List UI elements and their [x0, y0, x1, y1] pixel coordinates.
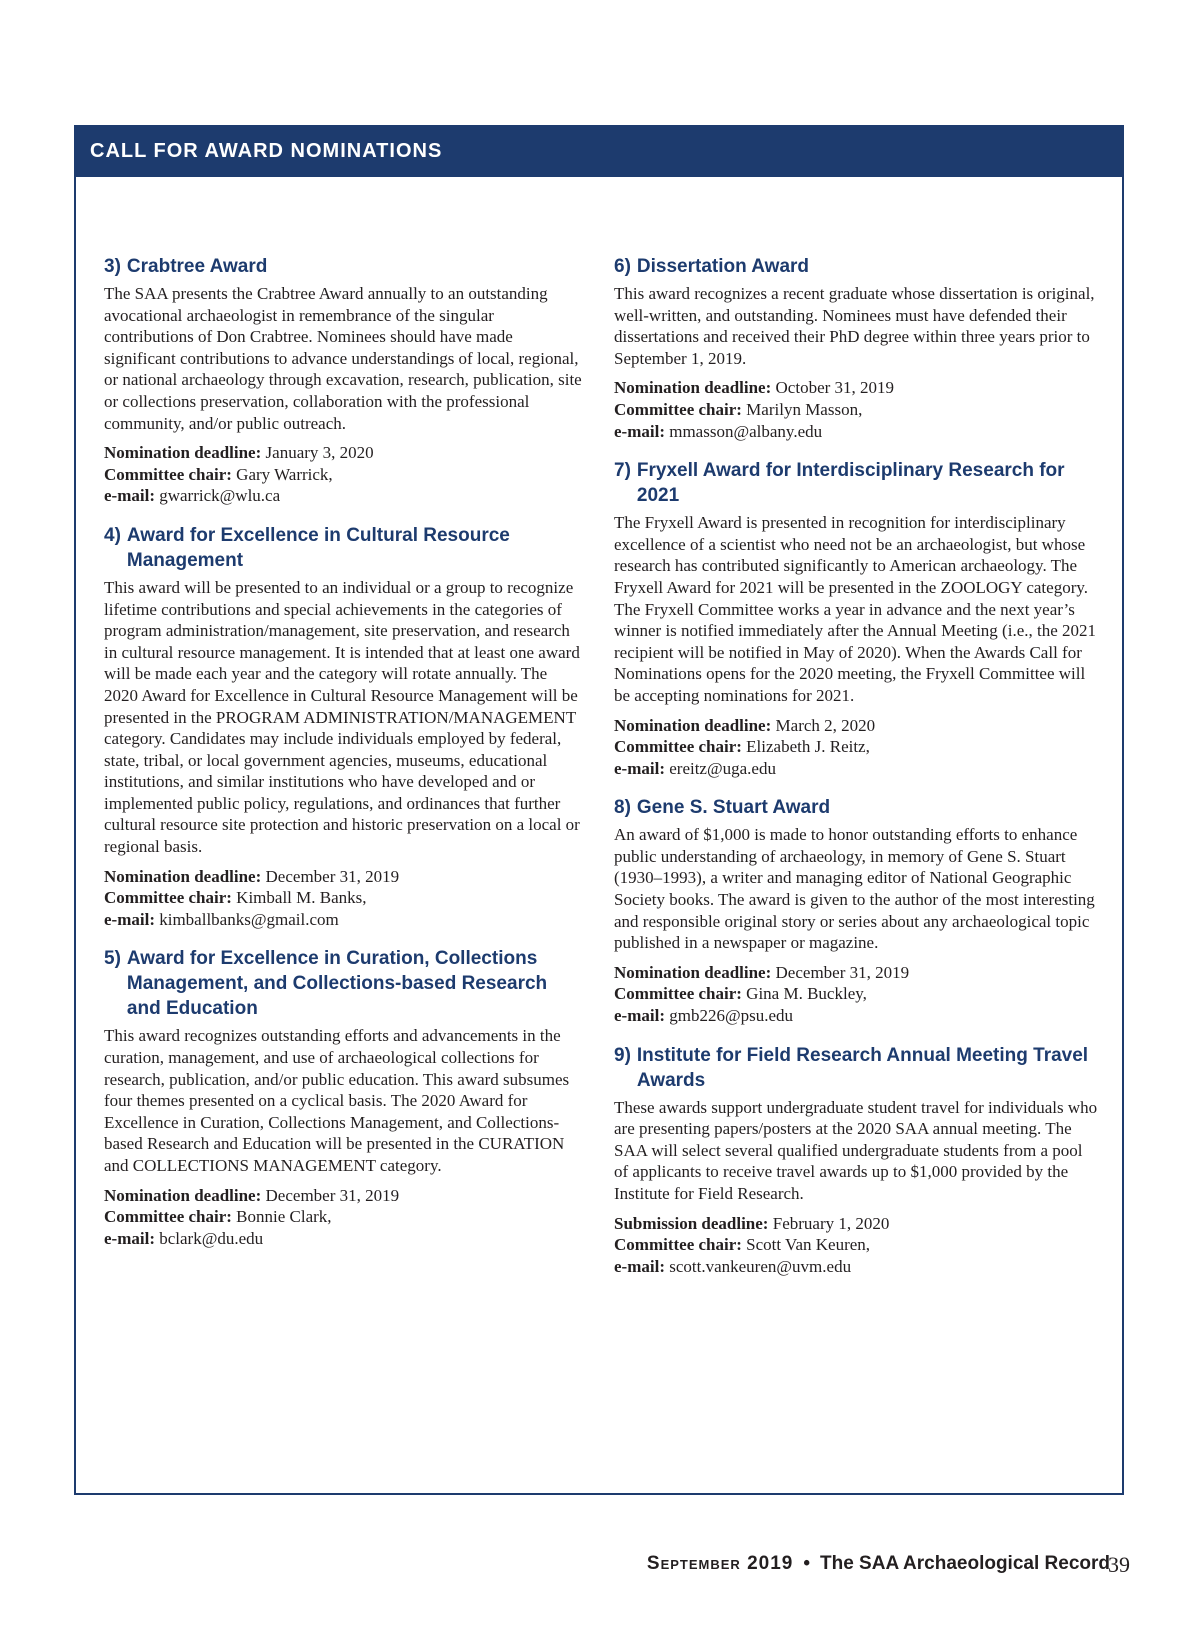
email-row [614, 758, 1099, 780]
chair-value: Elizabeth J. Reitz, [746, 737, 870, 757]
award-number: 4) [104, 524, 121, 546]
award-description: These awards support undergraduate student travel for individuals who are presenting papers/posters at the 2020 SAA annual meeting. The SAA will select several qualified undergraduate students from a pool of applicants to receive travel awards up to $1,000 provided by the Institute for Field Research. [614, 1097, 1098, 1203]
section-title: CALL FOR AWARD NOMINATIONS [90, 140, 443, 162]
deadline-value: March 2, 2020 [775, 715, 876, 735]
award-description: The SAA presents the Crabtree Award annually to an outstanding avocational archaeologist in remembrance of the singular contributions of Don Crabtree. Nominees should have made significant contributions to advance understandings of local, regional, or national archaeology through excavation, research, publication, site or collections preservation, collaboration with the professional community, and/or public outreach. [104, 284, 582, 433]
chair-label: Committee chair: [104, 464, 232, 484]
award-ifr-travel [614, 1043, 1099, 1278]
email-row [614, 421, 1099, 443]
deadline-value: October 31, 2019 [775, 378, 895, 398]
award-contact [104, 866, 584, 931]
award-curation-excellence [104, 946, 584, 1249]
deadline-label: Nomination deadline: [104, 866, 262, 886]
email-label: e-mail: [104, 1228, 155, 1248]
award-contact [104, 442, 584, 507]
award-title: Award for Excellence in Curation, Collections Management, and Collections-based Research and Education [126, 948, 548, 1020]
chair-value: Bonnie Clark, [236, 1207, 332, 1227]
email-link[interactable]: kimballbanks@gmail.com [159, 909, 339, 929]
chair-value: Gary Warrick, [236, 464, 333, 484]
email-row [614, 1256, 1099, 1278]
chair-row [614, 736, 1099, 758]
award-title: Gene S. Stuart Award [636, 797, 831, 819]
email-row [104, 909, 584, 931]
deadline-row [614, 1213, 1099, 1235]
award-number: 8) [614, 797, 631, 819]
deadline-value: December 31, 2019 [775, 962, 910, 982]
deadline-value: December 31, 2019 [265, 1185, 400, 1205]
chair-value: Kimball M. Banks, [236, 888, 367, 908]
chair-label: Committee chair: [104, 888, 232, 908]
deadline-value: January 3, 2020 [265, 443, 374, 463]
email-label: e-mail: [104, 486, 155, 506]
chair-label: Committee chair: [614, 399, 742, 419]
issue-date: September 2019 [646, 1553, 794, 1574]
page-number: 39 [1108, 1552, 1130, 1577]
deadline-label: Nomination deadline: [614, 378, 772, 398]
chair-row [104, 464, 584, 486]
chair-row [104, 887, 584, 909]
chair-label: Committee chair: [614, 1235, 742, 1255]
award-description: This award recognizes outstanding efforts and advancements in the curation, management, and use of archaeological collections for research, publication, and/or public education. This award subsumes four themes presented on a cyclical basis. The 2020 Award for Excellence in Curation, Collections Management, and Collections-based Research and Education will be presented in the CURATION and COLLECTIONS MANAGEMENT category. [104, 1026, 570, 1175]
deadline-row [104, 442, 584, 464]
deadline-value: February 1, 2020 [772, 1213, 890, 1233]
award-title: Award for Excellence in Cultural Resource Management [126, 524, 510, 571]
chair-value: Marilyn Masson, [746, 399, 863, 419]
award-contact [614, 962, 1099, 1027]
email-link[interactable]: bclark@du.edu [159, 1228, 264, 1248]
award-crm-excellence [104, 523, 584, 931]
award-title: Fryxell Award for Interdisciplinary Research for 2021 [636, 460, 1065, 507]
deadline-label: Nomination deadline: [104, 1185, 262, 1205]
chair-value: Scott Van Keuren, [746, 1235, 871, 1255]
award-title: Dissertation Award [636, 256, 810, 277]
email-link[interactable]: scott.vankeuren@uvm.edu [669, 1256, 852, 1276]
email-link[interactable]: gwarrick@wlu.ca [159, 486, 281, 506]
chair-row [614, 983, 1099, 1005]
deadline-row [614, 715, 1099, 737]
award-number: 3) [104, 256, 121, 277]
email-label: e-mail: [614, 1006, 665, 1026]
email-label: e-mail: [614, 758, 665, 778]
award-heading [614, 1043, 1099, 1093]
chair-label: Committee chair: [104, 1207, 232, 1227]
award-description: The Fryxell Award is presented in recognition for interdisciplinary excellence of a scientist who need not be an archaeologist, but whose research has contributed significantly to American archaeology. The Fryxell Award for 2021 will be presented in the ZOOLOGY category. The Fryxell Committee works a year in advance and the next year’s winner is notified immediately after the Annual Meeting (i.e., the 2021 recipient will be notified in May of 2020). When the Awards Call for Nominations opens for the 2020 meeting, the Fryxell Committee will be accepting nominations for 2021. [614, 513, 1097, 705]
email-label: e-mail: [614, 1256, 665, 1276]
award-contact [614, 715, 1099, 780]
deadline-row [104, 866, 584, 888]
award-description: This award will be presented to an individual or a group to recognize lifetime contributions and special achievements in the categories of program administration/management, site preservation, and research in cultural resource management. It is intended that at least one award will be made each year and the category will rotate annually. The 2020 Award for Excellence in Cultural Resource Management will be presented in the PROGRAM ADMINISTRATION/MANAGEMENT category. Candidates may include individuals employed by federal, state, tribal, or local government agencies, museums, educational institutions, and similar institutions who have developed and or implemented public policy, regulations, and ordinances that further cultural resource site protection and historic preservation on a local or regional basis. [104, 577, 580, 857]
award-nominations-panel [74, 125, 1124, 1495]
chair-label: Committee chair: [614, 984, 742, 1004]
email-row [104, 1228, 584, 1250]
award-contact [104, 1185, 584, 1250]
email-label: e-mail: [104, 909, 155, 929]
award-heading [614, 795, 1099, 820]
email-row [104, 485, 584, 507]
right-column [614, 254, 1099, 1293]
deadline-label: Nomination deadline: [104, 443, 262, 463]
award-heading [614, 458, 1099, 508]
award-number: 5) [104, 948, 121, 970]
award-crabtree [104, 254, 584, 507]
left-column [104, 254, 584, 1265]
email-row [614, 1005, 1099, 1027]
email-link[interactable]: mmasson@albany.edu [669, 421, 823, 441]
deadline-row [104, 1185, 584, 1207]
deadline-row [614, 962, 1099, 984]
award-description: An award of $1,000 is made to honor outstanding efforts to enhance public understanding of archaeology, in memory of Gene S. Stuart (1930–1993), a writer and managing editor of National Geographic Society books. The award is given to the author of the most interesting and responsible original story or series about any archaeological topic published in a newspaper or magazine. [614, 825, 1095, 953]
award-number: 9) [614, 1044, 631, 1066]
chair-value: Gina M. Buckley, [746, 984, 867, 1004]
publication-name: The SAA Archaeological Record [820, 1553, 1110, 1574]
award-heading [104, 254, 584, 279]
chair-row [104, 1206, 584, 1228]
deadline-row [614, 377, 1099, 399]
award-heading [104, 946, 584, 1021]
email-link[interactable]: ereitz@uga.edu [669, 758, 776, 778]
chair-row [614, 399, 1099, 421]
section-banner [76, 127, 1122, 177]
footer-bullet: • [803, 1553, 810, 1574]
award-gene-stuart [614, 795, 1099, 1026]
award-number: 6) [614, 256, 631, 277]
award-description: This award recognizes a recent graduate whose dissertation is original, well-written, and outstanding. Nominees must have defended their dissertations and received their PhD degree within three years prior to September 1, 2019. [614, 284, 1095, 368]
award-dissertation [614, 254, 1099, 442]
award-contact [614, 1213, 1099, 1278]
award-title: Institute for Field Research Annual Meeting Travel Awards [636, 1044, 1089, 1091]
deadline-label: Submission deadline: [614, 1213, 769, 1233]
award-heading [104, 523, 584, 573]
page-footer [647, 1553, 1110, 1575]
award-number: 7) [614, 460, 631, 482]
chair-row [614, 1234, 1099, 1256]
award-heading [614, 254, 1099, 279]
email-label: e-mail: [614, 421, 665, 441]
award-contact [614, 377, 1099, 442]
chair-label: Committee chair: [614, 737, 742, 757]
award-fryxell [614, 458, 1099, 779]
email-link[interactable]: gmb226@psu.edu [669, 1006, 794, 1026]
deadline-label: Nomination deadline: [614, 962, 772, 982]
award-title: Crabtree Award [126, 256, 268, 277]
deadline-label: Nomination deadline: [614, 715, 772, 735]
deadline-value: December 31, 2019 [265, 866, 400, 886]
